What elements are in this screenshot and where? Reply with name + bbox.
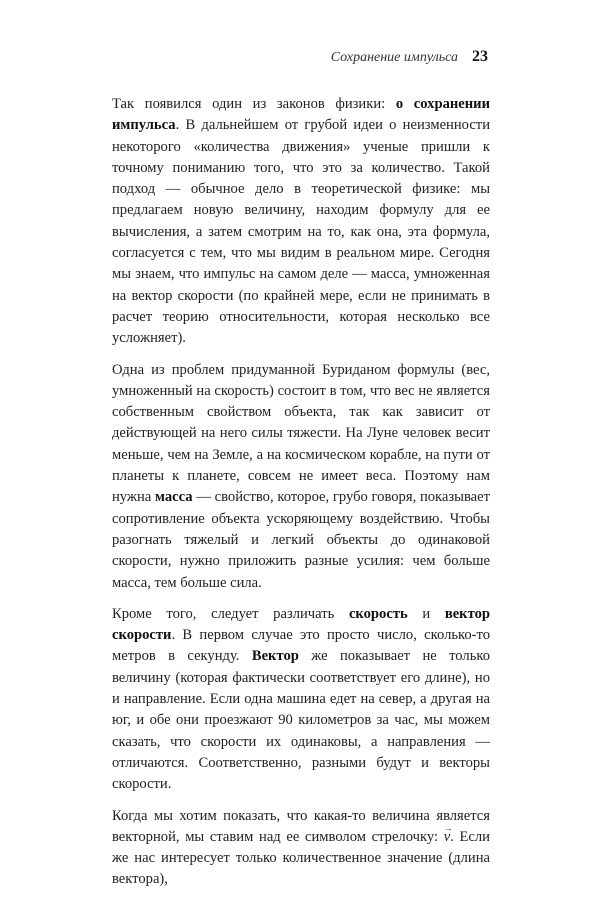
bold-term: вектор скорости <box>112 605 490 644</box>
bold-term: о сохранении импульса <box>112 96 490 134</box>
text-run: — свойство, которое, грубо говоря, показывает сопротивление объекта ускоряющему воздействию. Чтобы разогнать тяжелый и легкий объекты до одинаковой скорости, нужно приложить разные усилия: чем больше масса, тем больше сила. <box>112 489 490 591</box>
running-title: Сохранение импульса <box>330 50 458 65</box>
text-run: же показывает не только величину (которая фактически соответствует его длине), но и направление. Если одна машина едет на север, а другая на юг, и обе они проезжают 90 километров за час, мы можем сказать, что скорости их одинаковы, а направления — отличаются. Соответственно, разными будут и векторы скорости. <box>112 648 490 793</box>
page-number: 23 <box>472 48 488 65</box>
paragraph <box>112 806 490 891</box>
body-text <box>112 94 490 901</box>
text-run: . В дальнейшем от грубой идеи о неизменности некоторого «количества движения» ученые пришли к точному пониманию того, что это за количество. Такой подход — обычное дело в теоретической физике: мы предлагаем новую величину, находим формулу для ее вычисления, а затем смотрим на то, как она, эта формула, согласуется с тем, что мы видим в реальном мире. Сегодня мы знаем, что импульс на самом деле — масса, умноженная на вектор скорости (по крайней мере, если не принимать в расчет теорию относительности, которая несколько все усложняет). <box>112 117 490 347</box>
paragraph <box>112 360 490 594</box>
text-run: Когда мы хотим показать, что какая-то величина является векторной, мы ставим над ее символом стрелочку: <box>112 807 490 845</box>
bold-term: масса <box>155 489 193 506</box>
vector-symbol: → v <box>444 827 450 848</box>
text-run: и <box>407 605 445 622</box>
text-run: . В первом случае это просто число, сколько-то метров в секунду. <box>112 627 490 665</box>
text-run: Одна из проблем придуманной Буриданом формулы (вес, умноженный на скорость) состоит в том, что вес не является собственным свойством объекта, так как зависит от действующей на него силы тяжести. На Луне человек весит меньше, чем на Земле, а на космическом корабле, на пути от планеты к планете, совсем не имеет веса. Поэтому нам нужна <box>112 361 490 506</box>
paragraph <box>112 94 490 350</box>
text-run: Так появился один из законов физики: <box>112 96 396 112</box>
bold-term: скорость <box>348 605 408 622</box>
text-run: . Если же нас интересует только количественное значение (длина вектора), <box>112 828 490 888</box>
text-run: Кроме того, следует различать <box>112 605 349 622</box>
paragraph <box>112 604 490 796</box>
running-head <box>112 48 488 66</box>
bold-term: Вектор <box>251 648 299 665</box>
